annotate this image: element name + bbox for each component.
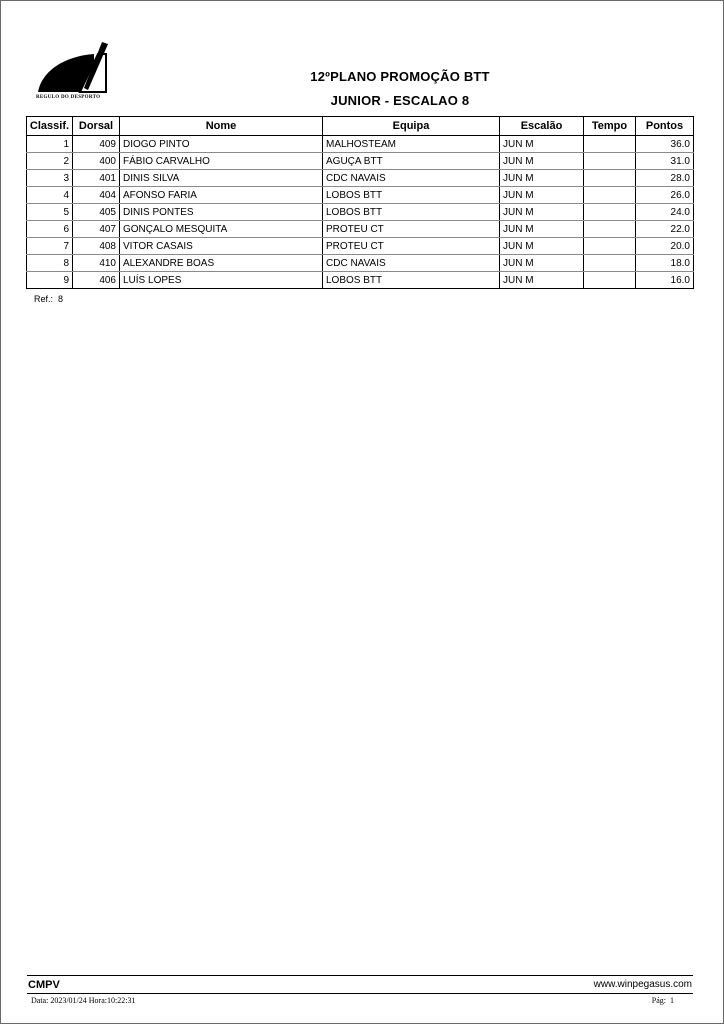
cell-equipa: AGUÇA BTT <box>323 153 500 170</box>
cell-nome: DINIS SILVA <box>120 170 323 187</box>
cell-pontos: 26.0 <box>636 187 694 204</box>
cell-pontos: 18.0 <box>636 255 694 272</box>
cell-pontos: 31.0 <box>636 153 694 170</box>
cell-equipa: CDC NAVAIS <box>323 170 500 187</box>
footer-page-number <box>652 996 674 1005</box>
time-value: 10:22:31 <box>107 996 136 1005</box>
cell-tempo <box>584 153 636 170</box>
cell-nome: VITOR CASAIS <box>120 238 323 255</box>
cell-escalao: JUN M <box>500 238 584 255</box>
cell-pontos: 16.0 <box>636 272 694 289</box>
cell-tempo <box>584 187 636 204</box>
results-table <box>26 116 694 289</box>
cell-dorsal: 401 <box>73 170 120 187</box>
cell-tempo <box>584 204 636 221</box>
table-header-row <box>27 117 694 136</box>
page-title: 12ºPLANO PROMOÇÃO BTT <box>310 69 490 84</box>
cell-nome: DIOGO PINTO <box>120 136 323 153</box>
table-row <box>27 255 694 272</box>
cell-tempo <box>584 136 636 153</box>
table-row <box>27 170 694 187</box>
footer-organization: CMPV <box>28 979 60 991</box>
column-header-dorsal: Dorsal <box>73 117 120 136</box>
cell-dorsal: 404 <box>73 187 120 204</box>
date-label: Data: <box>31 996 49 1005</box>
cell-pontos: 24.0 <box>636 204 694 221</box>
column-header-equipa: Equipa <box>323 117 500 136</box>
table-row <box>27 204 694 221</box>
cell-tempo <box>584 221 636 238</box>
column-header-pontos: Pontos <box>636 117 694 136</box>
cell-tempo <box>584 272 636 289</box>
cell-equipa: PROTEU CT <box>323 221 500 238</box>
cell-escalao: JUN M <box>500 255 584 272</box>
column-header-classif: Classif. <box>27 117 73 136</box>
cell-pontos: 20.0 <box>636 238 694 255</box>
cell-classif: 8 <box>27 255 73 272</box>
column-header-tempo: Tempo <box>584 117 636 136</box>
reference-value: 8 <box>58 294 64 304</box>
cell-classif: 5 <box>27 204 73 221</box>
cell-equipa: MALHOSTEAM <box>323 136 500 153</box>
cell-pontos: 22.0 <box>636 221 694 238</box>
cell-escalao: JUN M <box>500 221 584 238</box>
cell-classif: 1 <box>27 136 73 153</box>
reference-label: Ref.: <box>34 294 54 304</box>
logo-caption: REGULO DO DESPORTO <box>36 95 101 100</box>
page-value: 1 <box>670 996 674 1005</box>
cell-equipa: LOBOS BTT <box>323 272 500 289</box>
cell-escalao: JUN M <box>500 170 584 187</box>
cell-classif: 6 <box>27 221 73 238</box>
table-row <box>27 153 694 170</box>
table-row <box>27 187 694 204</box>
table-row <box>27 272 694 289</box>
table-row <box>27 238 694 255</box>
cell-dorsal: 407 <box>73 221 120 238</box>
cell-dorsal: 406 <box>73 272 120 289</box>
footer-divider <box>27 975 693 976</box>
cell-pontos: 36.0 <box>636 136 694 153</box>
cell-tempo <box>584 170 636 187</box>
cell-escalao: JUN M <box>500 187 584 204</box>
page-label: Pág: <box>651 996 666 1005</box>
cell-escalao: JUN M <box>500 153 584 170</box>
cell-dorsal: 400 <box>73 153 120 170</box>
table-row <box>27 136 694 153</box>
cell-dorsal: 408 <box>73 238 120 255</box>
reference <box>34 294 63 304</box>
cell-tempo <box>584 255 636 272</box>
cell-escalao: JUN M <box>500 272 584 289</box>
cell-nome: FÁBIO CARVALHO <box>120 153 323 170</box>
cell-pontos: 28.0 <box>636 170 694 187</box>
cell-nome: AFONSO FARIA <box>120 187 323 204</box>
cell-classif: 3 <box>27 170 73 187</box>
cell-classif: 4 <box>27 187 73 204</box>
column-header-escalao: Escalão <box>500 117 584 136</box>
cell-dorsal: 409 <box>73 136 120 153</box>
footer-website: www.winpegasus.com <box>593 979 692 990</box>
cell-classif: 2 <box>27 153 73 170</box>
column-header-nome: Nome <box>120 117 323 136</box>
cell-tempo <box>584 238 636 255</box>
time-label: Hora: <box>88 996 107 1005</box>
cell-equipa: CDC NAVAIS <box>323 255 500 272</box>
cell-classif: 7 <box>27 238 73 255</box>
cell-equipa: PROTEU CT <box>323 238 500 255</box>
cell-classif: 9 <box>27 272 73 289</box>
cell-nome: LUÍS LOPES <box>120 272 323 289</box>
cell-equipa: LOBOS BTT <box>323 204 500 221</box>
page-subtitle: JUNIOR - ESCALAO 8 <box>330 93 470 108</box>
cell-dorsal: 405 <box>73 204 120 221</box>
cell-escalao: JUN M <box>500 136 584 153</box>
date-value: 2023/01/24 <box>50 996 87 1005</box>
footer-divider <box>27 993 693 994</box>
cell-nome: ALEXANDRE BOAS <box>120 255 323 272</box>
cell-nome: GONÇALO MESQUITA <box>120 221 323 238</box>
cell-escalao: JUN M <box>500 204 584 221</box>
table-row <box>27 221 694 238</box>
cell-nome: DINIS PONTES <box>120 204 323 221</box>
cell-dorsal: 410 <box>73 255 120 272</box>
cell-equipa: LOBOS BTT <box>323 187 500 204</box>
footer-date-time <box>31 996 135 1005</box>
